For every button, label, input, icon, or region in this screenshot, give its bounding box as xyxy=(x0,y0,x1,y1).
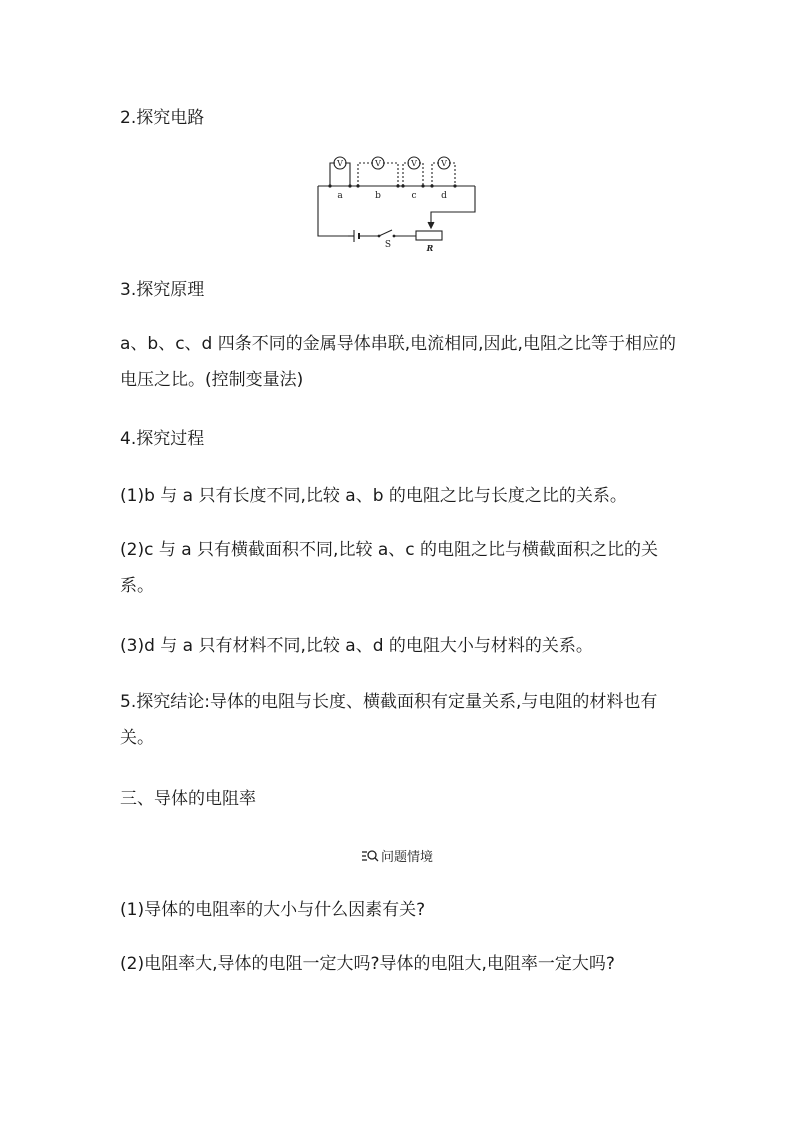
question-1: (1)导体的电阻率的大小与什么因素有关? xyxy=(120,900,426,920)
process-item-2: (2)c 与 a 只有横截面积不同,比较 a、c 的电阻之比与横截面积之比的关系。 xyxy=(120,540,659,596)
voltmeter-a-symbol: V xyxy=(337,159,343,168)
section-3-text: a、b、c、d 四条不同的金属导体串联,电流相同,因此,电阻之比等于相应的电压之比。(控制变量法) xyxy=(120,334,676,390)
conductor-label-c: c xyxy=(411,191,417,201)
problem-situation-label xyxy=(0,846,794,867)
voltmeter-d-lead-left xyxy=(432,163,439,186)
magnifier-list-icon xyxy=(361,849,379,867)
process-item-3: (3)d 与 a 只有材料不同,比较 a、d 的电阻大小与材料的关系。 xyxy=(120,636,593,656)
left-wire xyxy=(318,186,348,236)
voltmeter-b-lead-left xyxy=(358,163,373,186)
voltmeter-b-symbol: V xyxy=(375,159,381,168)
conductor-label-d: d xyxy=(441,191,447,201)
voltmeter-c-lead-right xyxy=(419,163,423,186)
switch-label: S xyxy=(384,240,392,250)
section-2-heading: 2.探究电路 xyxy=(120,108,205,128)
switch-blade xyxy=(379,230,392,236)
section-three-heading: 三、导体的电阻率 xyxy=(120,789,256,809)
voltmeter-c-lead-left xyxy=(403,163,409,186)
right-wire xyxy=(431,186,475,226)
rheostat-body xyxy=(416,231,442,240)
voltmeter-d-lead-right xyxy=(449,163,455,186)
voltmeter-a-lead-left xyxy=(330,163,335,186)
section-4-heading: 4.探究过程 xyxy=(120,429,205,449)
rheostat-label: R xyxy=(426,243,434,253)
question-2: (2)电阻率大,导体的电阻一定大吗?导体的电阻大,电阻率一定大吗? xyxy=(120,954,615,974)
voltmeter-a-lead-right xyxy=(345,163,350,186)
section-5-conclusion: 5.探究结论:导体的电阻与长度、横截面积有定量关系,与电阻的材料也有关。 xyxy=(120,692,658,748)
problem-situation-text: 问题情境 xyxy=(380,850,433,865)
process-item-1: (1)b 与 a 只有长度不同,比较 a、b 的电阻之比与长度之比的关系。 xyxy=(120,486,627,506)
rheostat-slider-arrow xyxy=(428,222,434,228)
voltmeter-c-symbol: V xyxy=(411,159,417,168)
voltmeter-b-lead-right xyxy=(383,163,398,186)
circuit-diagram xyxy=(310,150,490,254)
section-3-heading: 3.探究原理 xyxy=(120,280,205,300)
conductor-label-b: b xyxy=(375,191,381,201)
conductor-label-a: a xyxy=(337,191,343,201)
voltmeter-d-symbol: V xyxy=(441,159,447,168)
